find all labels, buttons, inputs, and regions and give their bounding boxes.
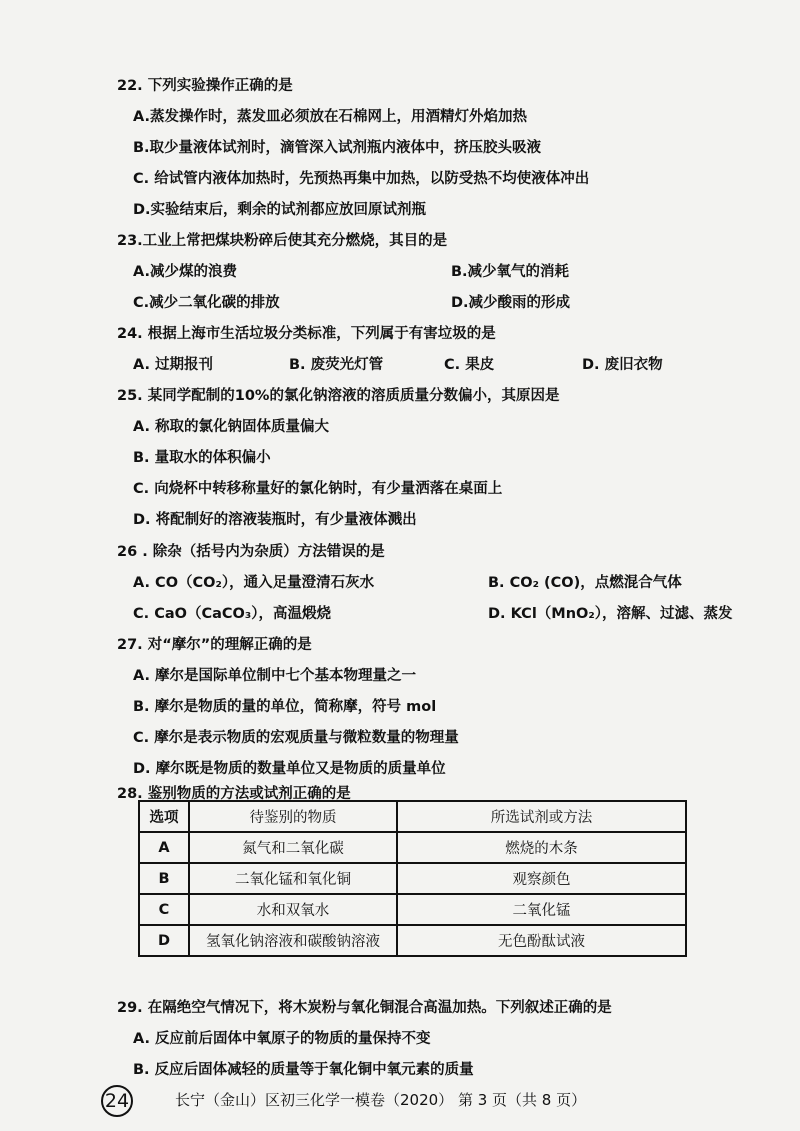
page-number-circle: 24 [101,1085,133,1117]
question-23-option-b: B.减少氧气的消耗 [451,264,570,280]
question-24-option-b: B. 废荧光灯管 [289,357,384,373]
table-cell: 燃烧的木条 [397,832,686,863]
question-29-option-a: A. 反应前后固体中氧原子的物质的量保持不变 [133,1031,431,1047]
question-22-option-b: B.取少量液体试剂时，滴管深入试剂瓶内液体中，挤压胶头吸液 [133,140,542,156]
table-cell: 氮气和二氧化碳 [189,832,397,863]
question-27-option-c: C. 摩尔是表示物质的宏观质量与微粒数量的物理量 [133,730,459,746]
question-26-option-a: A. CO（CO₂），通入足量澄清石灰水 [133,575,375,591]
question-25-option-d: D. 将配制好的溶液装瓶时，有少量液体溅出 [133,512,417,528]
table-cell: A [139,832,189,863]
question-27-option-b: B. 摩尔是物质的量的单位，简称摩，符号 mol [133,699,437,715]
footer-text: 长宁（金山）区初三化学一模卷（2020） 第 3 页（共 8 页） [175,1091,587,1109]
question-25-option-b: B. 量取水的体积偏小 [133,450,271,466]
table-cell: B [139,863,189,894]
question-26-option-c: C. CaO（CaCO₃），高温煅烧 [133,606,331,622]
question-24-option-c: C. 果皮 [444,357,495,373]
table-cell: D [139,925,189,956]
question-23-option-a: A.减少煤的浪费 [133,264,237,280]
table-cell: 氢氧化钠溶液和碳酸钠溶液 [189,925,397,956]
question-29-stem: 29. 在隔绝空气情况下，将木炭粉与氧化铜混合高温加热。下列叙述正确的是 [117,1000,612,1016]
question-22-stem: 22. 下列实验操作正确的是 [117,78,293,94]
table-row [139,925,686,956]
identification-table [138,800,687,957]
question-24-option-d: D. 废旧衣物 [582,357,663,373]
question-27-stem: 27. 对“摩尔”的理解正确的是 [117,637,312,653]
table-row [139,832,686,863]
question-23-option-c: C.减少二氧化碳的排放 [133,295,280,311]
table-row [139,894,686,925]
question-26-option-b: B. CO₂ (CO)，点燃混合气体 [488,575,682,591]
question-22-option-d: D.实验结束后，剩余的试剂都应放回原试剂瓶 [133,202,427,218]
question-27-option-a: A. 摩尔是国际单位制中七个基本物理量之一 [133,668,417,684]
question-23-option-d: D.减少酸雨的形成 [451,295,571,311]
question-27-option-d: D. 摩尔既是物质的数量单位又是物质的质量单位 [133,761,446,777]
question-28-stem: 28. 鉴别物质的方法或试剂正确的是 [117,786,351,802]
table-header-cell: 所选试剂或方法 [397,801,686,832]
question-25-option-c: C. 向烧杯中转移称量好的氯化钠时，有少量洒落在桌面上 [133,481,503,497]
table-cell: 二氧化锰 [397,894,686,925]
question-25-stem: 25. 某同学配制的10%的氯化钠溶液的溶质质量分数偏小，其原因是 [117,388,560,404]
question-22-option-c: C. 给试管内液体加热时，先预热再集中加热，以防受热不均使液体冲出 [133,171,590,187]
table-header-cell: 选项 [139,801,189,832]
question-22-option-a: A.蒸发操作时，蒸发皿必须放在石棉网上，用酒精灯外焰加热 [133,109,527,125]
table-header-row [139,801,686,832]
table-row [139,863,686,894]
question-29-option-b: B. 反应后固体减轻的质量等于氧化铜中氧元素的质量 [133,1062,474,1078]
table-cell: C [139,894,189,925]
question-26-option-d: D. KCl（MnO₂），溶解、过滤、蒸发 [488,606,733,622]
table-cell: 无色酚酞试液 [397,925,686,956]
table-cell: 二氧化锰和氧化铜 [189,863,397,894]
question-23-stem: 23.工业上常把煤块粉碎后使其充分燃烧，其目的是 [117,233,448,249]
question-24-option-a: A. 过期报刊 [133,357,214,373]
question-26-stem: 26 . 除杂（括号内为杂质）方法错误的是 [117,544,385,560]
question-24-stem: 24. 根据上海市生活垃圾分类标准，下列属于有害垃圾的是 [117,326,496,342]
table-cell: 水和双氧水 [189,894,397,925]
table-cell: 观察颜色 [397,863,686,894]
table-header-cell: 待鉴别的物质 [189,801,397,832]
question-25-option-a: A. 称取的氯化钠固体质量偏大 [133,419,330,435]
